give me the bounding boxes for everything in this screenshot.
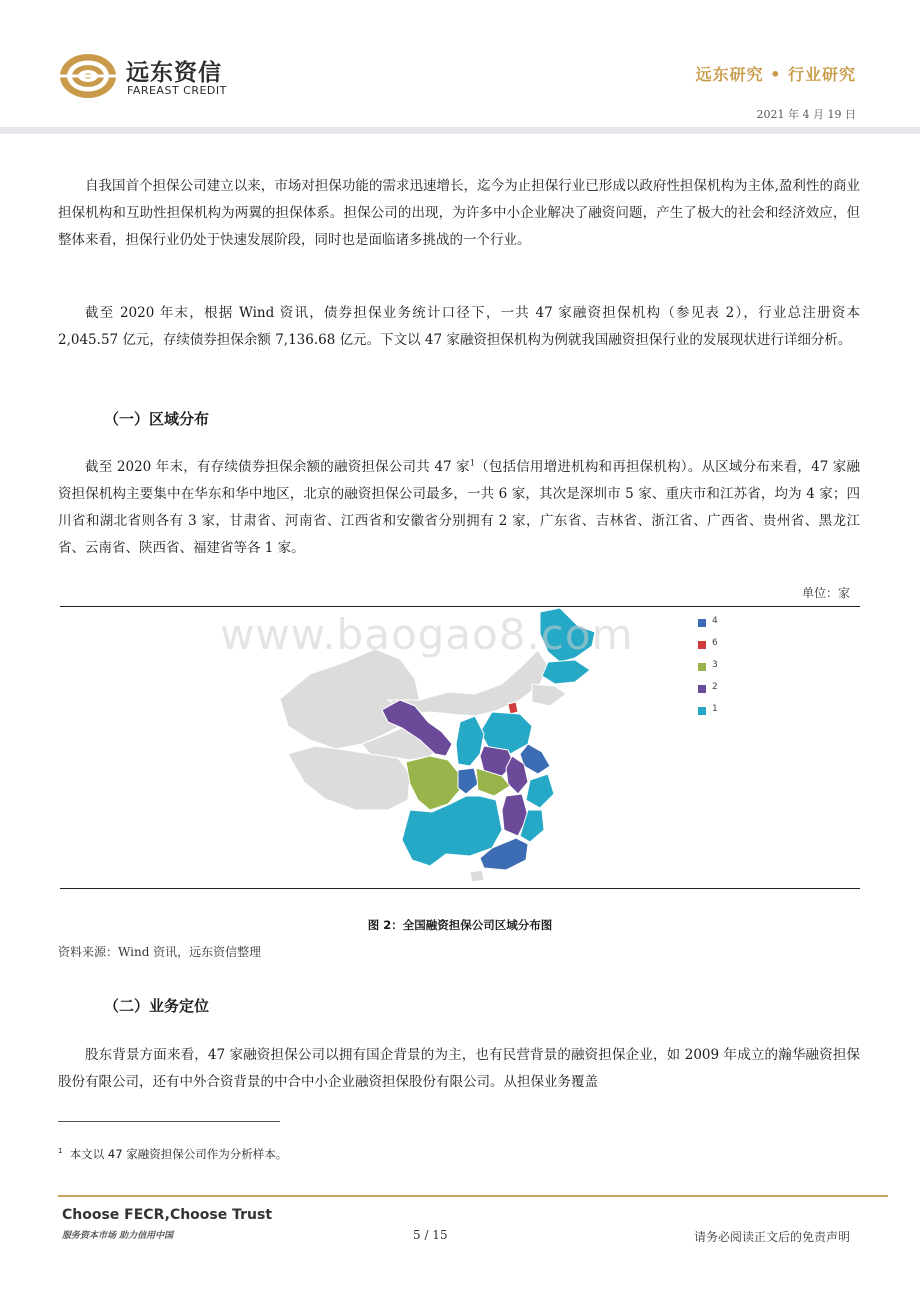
footer-slogan-en: Choose FECR,Choose Trust: [62, 1207, 273, 1223]
footnote-marker: 1: [58, 1147, 63, 1156]
legend-item: [698, 661, 758, 683]
footnote-text: 本文以 47 家融资担保公司作为分析样本。: [69, 1147, 288, 1161]
header-title: 远东研究 • 行业研究: [695, 65, 856, 84]
legend-item: [698, 617, 758, 639]
legend-label: 6: [712, 638, 718, 648]
map-region-chongqing: [458, 768, 478, 794]
paragraph-stats: 截至 2020 年末，根据 Wind 资讯，债券担保业务统计口径下，一共 47 家融资担保机构（参见表 2），行业总注册资本 2,045.57 亿元，存续债券担保余额 7,136.68 亿元。下文以 47 家融资担保机构为例就我国融资担保行业的发展现状进行详细分析。: [58, 305, 860, 348]
map-region-beijing: [508, 702, 518, 714]
legend-item: [698, 705, 758, 727]
map-region-shaanxi: [456, 716, 484, 766]
paragraph-region-part2: （包括信用增进机构和再担保机构）。从区域分布来看，47 家融资担保机构主要集中在华东和华中地区，北京的融资担保公司最多，一共 6 家，其次是深圳市 5 家、重庆市和江苏省，均为 4 家；四川省和湖北省则各有 3 家，甘肃省、河南省、江西省和安徽省分别拥有 2 家，广东省、吉林省、浙江省、广西省、贵州省、黑龙江省、云南省、陕西省、福建省等各 1 家。: [58, 459, 861, 556]
page-number: 5 / 15: [413, 1228, 448, 1242]
logo-emblem-icon: [58, 50, 118, 102]
legend-swatch: [698, 707, 706, 715]
map-region-hainan: [470, 870, 484, 882]
figure-bottom-rule: [60, 888, 860, 889]
paragraph-business: 股东背景方面来看，47 家融资担保公司以拥有国企背景的为主，也有民营背景的融资担保企业，如 2009 年成立的瀚华融资担保股份有限公司，还有中外合资背景的中合中小企业融资担保股份有限公司。从担保业务覆盖: [58, 1047, 860, 1090]
footnote-divider: [58, 1121, 280, 1122]
legend-swatch: [698, 619, 706, 627]
logo-text-en: FAREAST CREDIT: [127, 84, 227, 97]
map-region-zhejiang: [526, 774, 554, 808]
legend-label: 3: [712, 660, 718, 670]
map-region-liaoning: [532, 684, 566, 706]
legend-swatch: [698, 685, 706, 693]
figure-caption: 图 2：全国融资担保公司区域分布图: [367, 918, 553, 932]
legend-item: [698, 683, 758, 705]
legend-item: [698, 639, 758, 661]
legend-label: 1: [712, 704, 718, 714]
paragraph-region-part1: 截至 2020 年末，有存续债券担保余额的融资担保公司共 47 家: [85, 459, 470, 475]
legend-swatch: [698, 663, 706, 671]
section-heading-region: （一）区域分布: [104, 410, 210, 428]
header-divider: [0, 127, 920, 134]
map-legend: [698, 617, 758, 727]
unit-label: 单位：家: [801, 586, 850, 600]
report-date: 2021 年 4 月 19 日: [756, 108, 856, 121]
legend-label: 2: [712, 682, 718, 692]
footer-slogan-cn: 服务资本市场 助力信用中国: [62, 1231, 174, 1241]
figure-source: 资料来源：Wind 资讯，远东资信整理: [58, 945, 262, 959]
disclaimer-link[interactable]: 请务必阅读正文后的免责声明: [693, 1230, 850, 1244]
paragraph-intro: 自我国首个担保公司建立以来，市场对担保功能的需求迅速增长，迄今为止担保行业已形成以政府性担保机构为主体,盈利性的商业担保机构和互助性担保机构为两翼的担保体系。担保公司的出现，为许多中小企业解决了融资问题，产生了极大的社会和经济效应，但整体来看，担保行业仍处于快速发展阶段，同时也是面临诸多挑战的一个行业。: [58, 178, 860, 248]
section-heading-business: （二）业务定位: [104, 997, 210, 1015]
logo-text-cn: 远东资信: [126, 60, 222, 86]
company-logo: [58, 50, 238, 106]
legend-label: 4: [712, 616, 718, 626]
footer-divider: [58, 1195, 888, 1197]
footnote: [58, 1146, 287, 1162]
watermark-text: www.baogao8.com: [220, 610, 634, 659]
map-region-sichuan: [406, 756, 460, 810]
map-region-jilin: [542, 660, 590, 684]
legend-swatch: [698, 641, 706, 649]
footnote-ref[interactable]: 1: [469, 458, 475, 468]
paragraph-region: [58, 454, 860, 562]
